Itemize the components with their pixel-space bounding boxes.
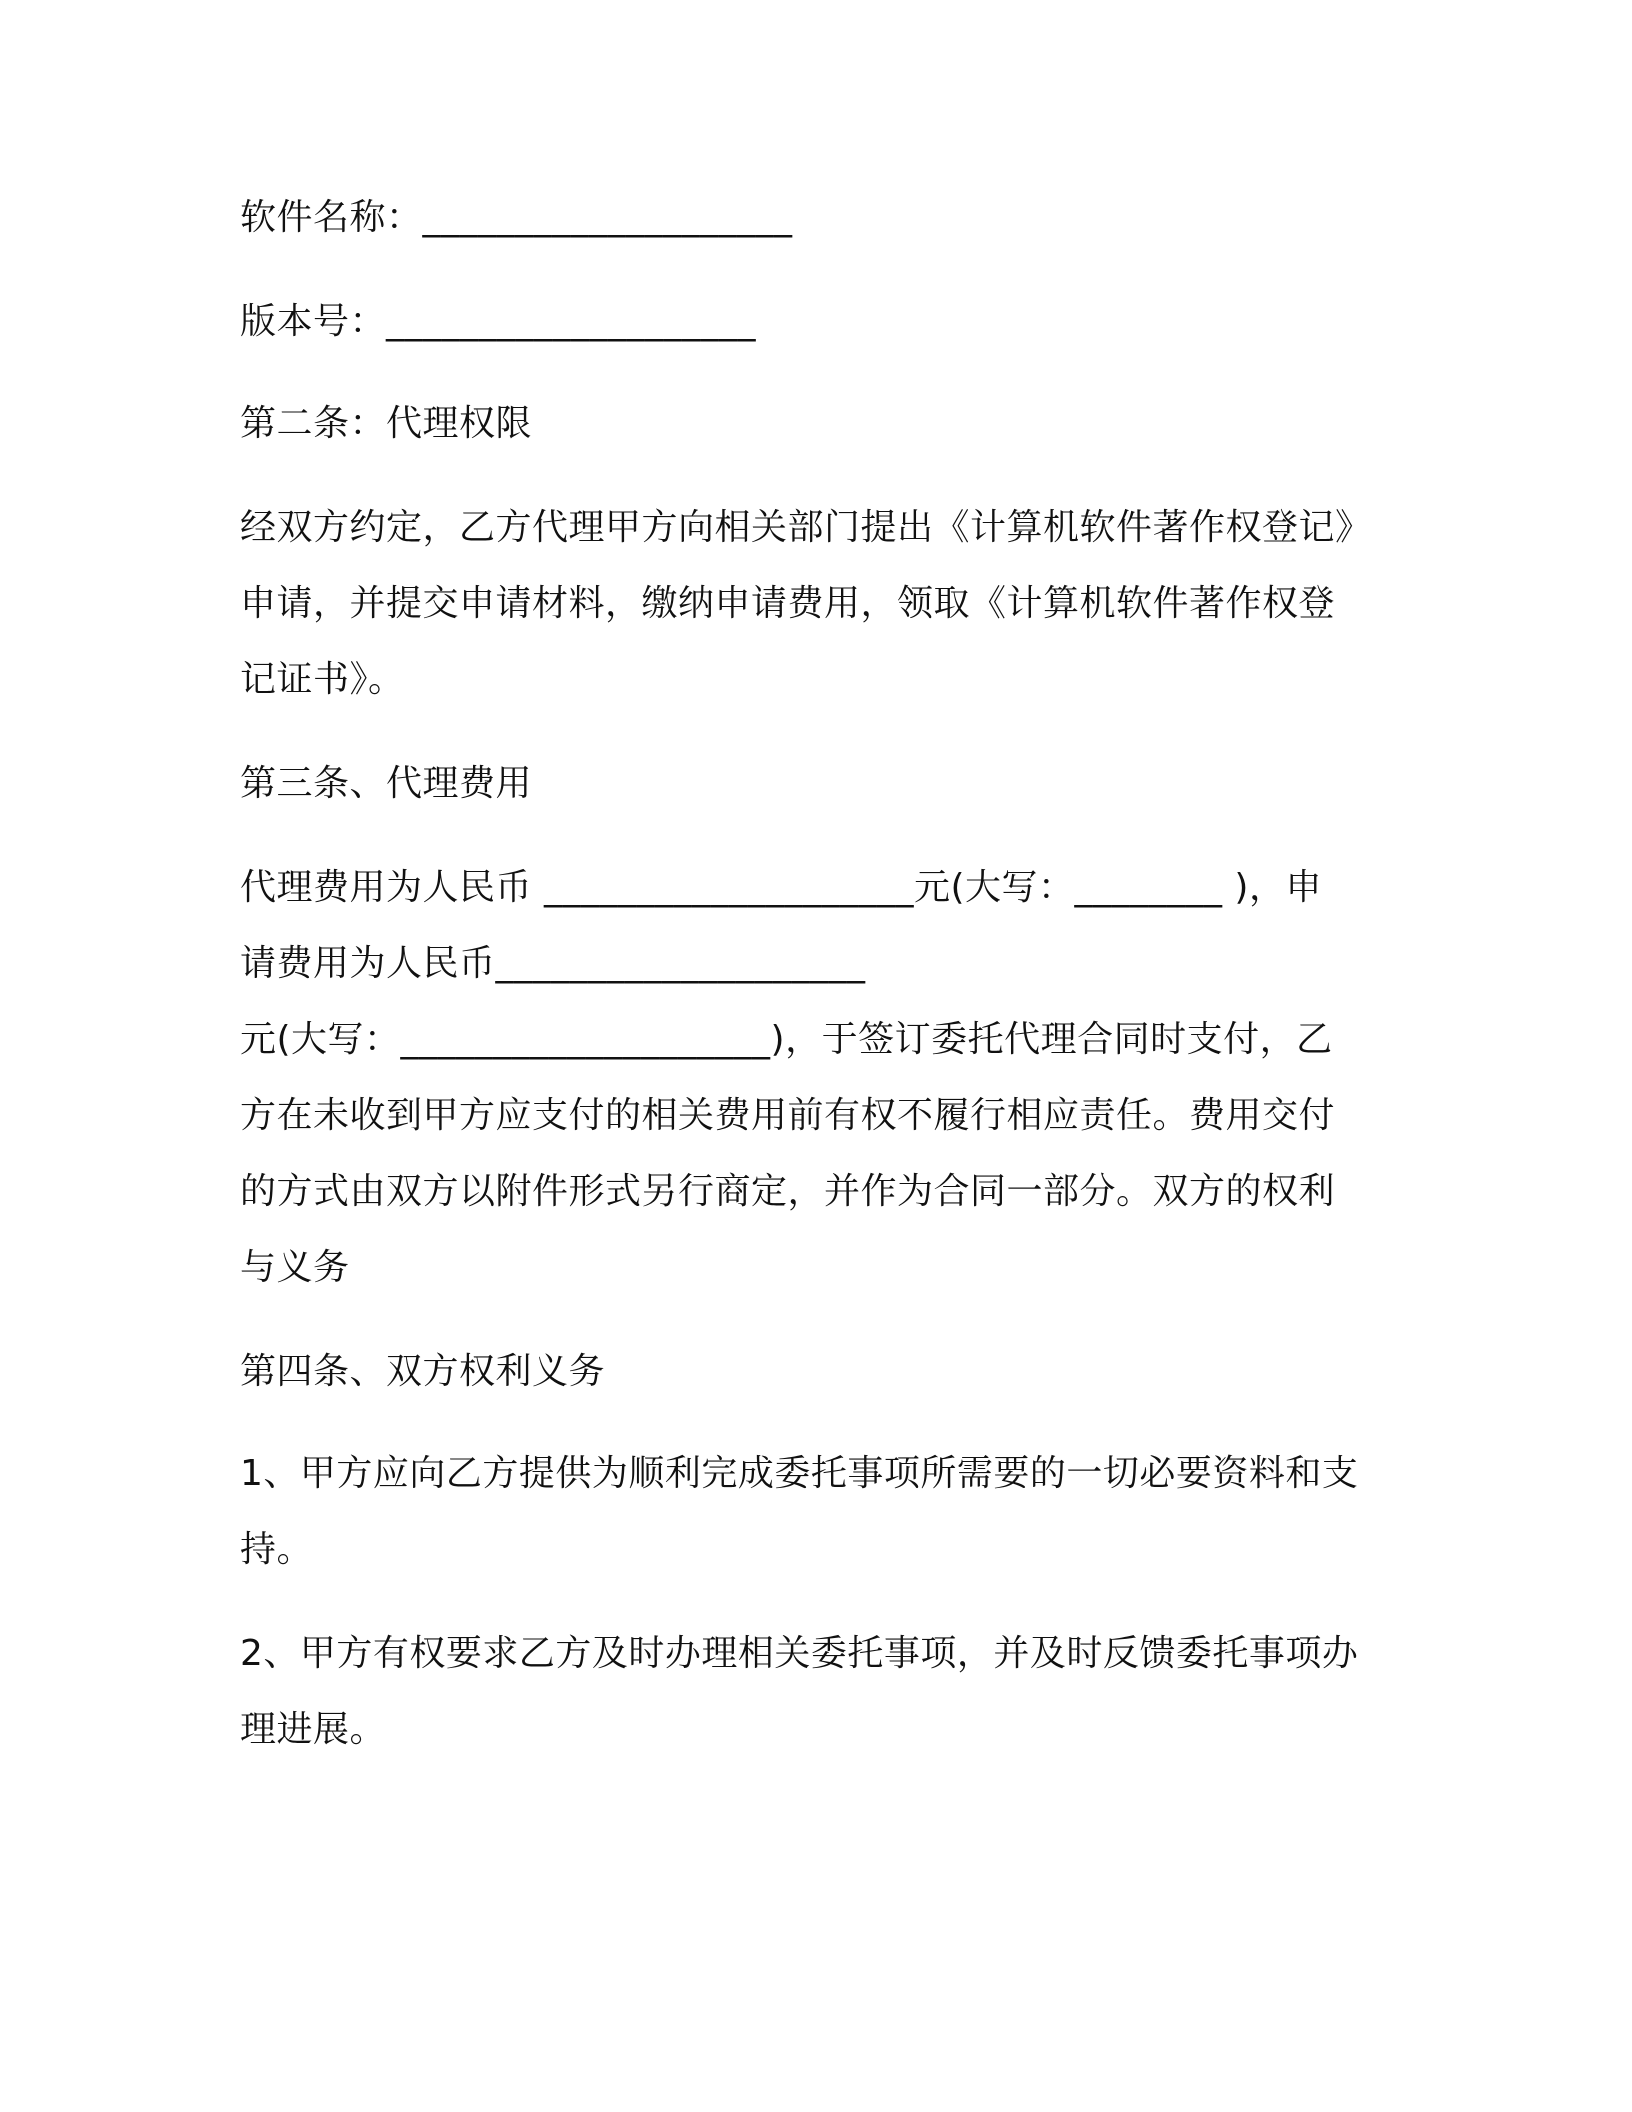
paragraph-line: 的方式由双方以附件形式另行商定，并作为合同一部分。双方的权利 xyxy=(240,1171,1336,1212)
paragraph-line: 持。 xyxy=(240,1529,314,1570)
paragraph-line: 代理费用为人民币 ____________________元(大写：________ )，申 xyxy=(240,867,1322,908)
article-4-heading: 第四条、双方权利义务 xyxy=(240,1351,606,1392)
article-3-heading: 第三条、代理费用 xyxy=(240,763,533,804)
paragraph-line: 申请，并提交申请材料，缴纳申请费用，领取《计算机软件著作权登 xyxy=(240,583,1336,624)
paragraph-line: 经双方约定，乙方代理甲方向相关部门提出《计算机软件著作权登记》 xyxy=(240,507,1372,548)
paragraph-line: 记证书》。 xyxy=(240,659,405,700)
paragraph-line: 请费用为人民币____________________ xyxy=(240,943,866,984)
paragraph-line: 2、甲方有权要求乙方及时办理相关委托事项，并及时反馈委托事项办 xyxy=(240,1633,1359,1674)
paragraph-line: 与义务 xyxy=(240,1247,350,1288)
paragraph-line: 理进展。 xyxy=(240,1709,387,1750)
paragraph-line: 1、甲方应向乙方提供为顺利完成委托事项所需要的一切必要资料和支 xyxy=(240,1453,1359,1494)
version-number-field: 版本号：____________________ xyxy=(240,301,757,342)
paragraph-line: 元(大写：____________________)，于签订委托代理合同时支付，乙 xyxy=(240,1019,1333,1060)
paragraph-line: 方在未收到甲方应支付的相关费用前有权不履行相应责任。费用交付 xyxy=(240,1095,1336,1136)
software-name-field: 软件名称：____________________ xyxy=(240,197,793,238)
article-2-heading: 第二条：代理权限 xyxy=(240,403,533,444)
